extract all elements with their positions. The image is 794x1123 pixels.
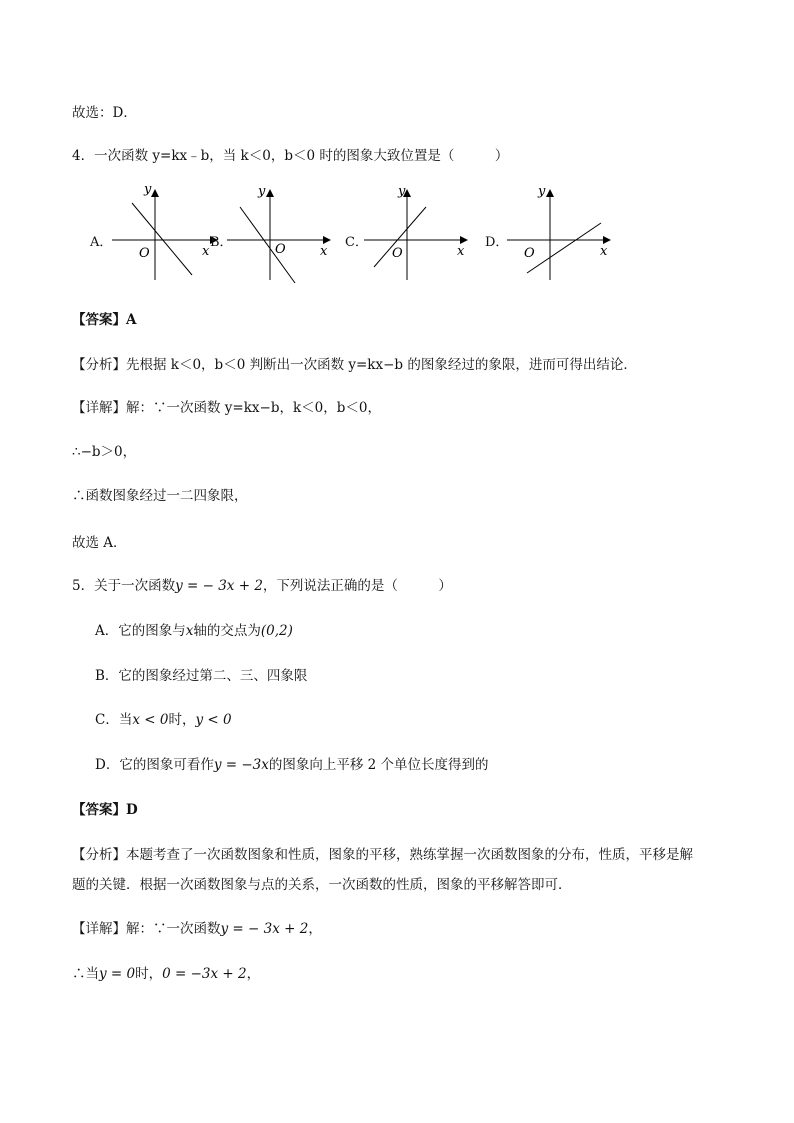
graph-a-y: y	[144, 185, 152, 197]
answer-5: 【答案】D	[72, 802, 138, 818]
detail-4: 【详解】解：∵一次函数 y=kx−b，k＜0，b＜0，	[72, 400, 381, 416]
question-4: 4．一次函数 y=kx﹣b，当 k＜0，b＜0 时的图象大致位置是（ ）	[72, 148, 509, 164]
graph-a-x: x	[202, 244, 210, 259]
question-5-eq: y = − 3x + 2	[175, 578, 263, 594]
analysis-5-line1: 【分析】本题考查了一次函数图象和性质，图象的平移，熟练掌握一次函数图象的分布，性质，平移是解	[72, 847, 693, 863]
graph-c-x: x	[457, 244, 465, 259]
prev-answer-line: 故选：D．	[72, 105, 137, 121]
detail-5: 【详解】解：∵一次函数y = − 3x + 2，	[72, 921, 322, 937]
graph-b-x: x	[320, 244, 328, 259]
option-c: C．当x < 0时，y < 0	[95, 712, 232, 728]
option-a: A．它的图象与x轴的交点为(0,2)	[95, 623, 293, 639]
graph-a	[110, 185, 220, 285]
graph-c-label: C．	[345, 235, 368, 250]
question-4-graphs	[90, 185, 620, 285]
graph-d-origin: O	[524, 246, 535, 261]
question-5: 5．关于一次函数y = − 3x + 2，下列说法正确的是（ ）	[72, 578, 452, 594]
answer-4: 【答案】A	[72, 312, 137, 328]
graph-d-label: D．	[485, 235, 509, 250]
graph-d-y: y	[538, 185, 546, 199]
graph-d-x: x	[600, 244, 608, 259]
analysis-4: 【分析】先根据 k＜0，b＜0 判断出一次函数 y=kx−b 的图象经过的象限，进而可得出结论．	[72, 357, 637, 373]
option-b: B．它的图象经过第二、三、四象限	[95, 668, 308, 684]
step-5-1: ∴当y = 0时，0 = −3x + 2，	[72, 966, 261, 982]
graph-b-label: B．	[210, 235, 233, 250]
select-4: 故选 A．	[72, 535, 127, 551]
graph-b-origin: O	[275, 242, 286, 257]
graph-b-y: y	[258, 185, 266, 199]
option-d: D．它的图象可看作y = −3x的图象向上平移 2 个单位长度得到的	[95, 757, 489, 773]
step-4-2: ∴函数图象经过一二四象限，	[72, 488, 248, 504]
graph-a-label: A．	[90, 235, 113, 250]
step-4-1: ∴−b＞0，	[72, 444, 137, 460]
graph-b	[225, 185, 335, 285]
graph-c-origin: O	[392, 246, 403, 261]
analysis-5-line2: 题的关键．根据一次函数图象与点的关系，一次函数的性质，图象的平移解答即可．	[72, 877, 572, 893]
graph-c-y: y	[398, 185, 406, 199]
graph-a-origin: O	[139, 246, 150, 261]
graph-d	[505, 185, 620, 285]
graph-c	[362, 185, 472, 285]
